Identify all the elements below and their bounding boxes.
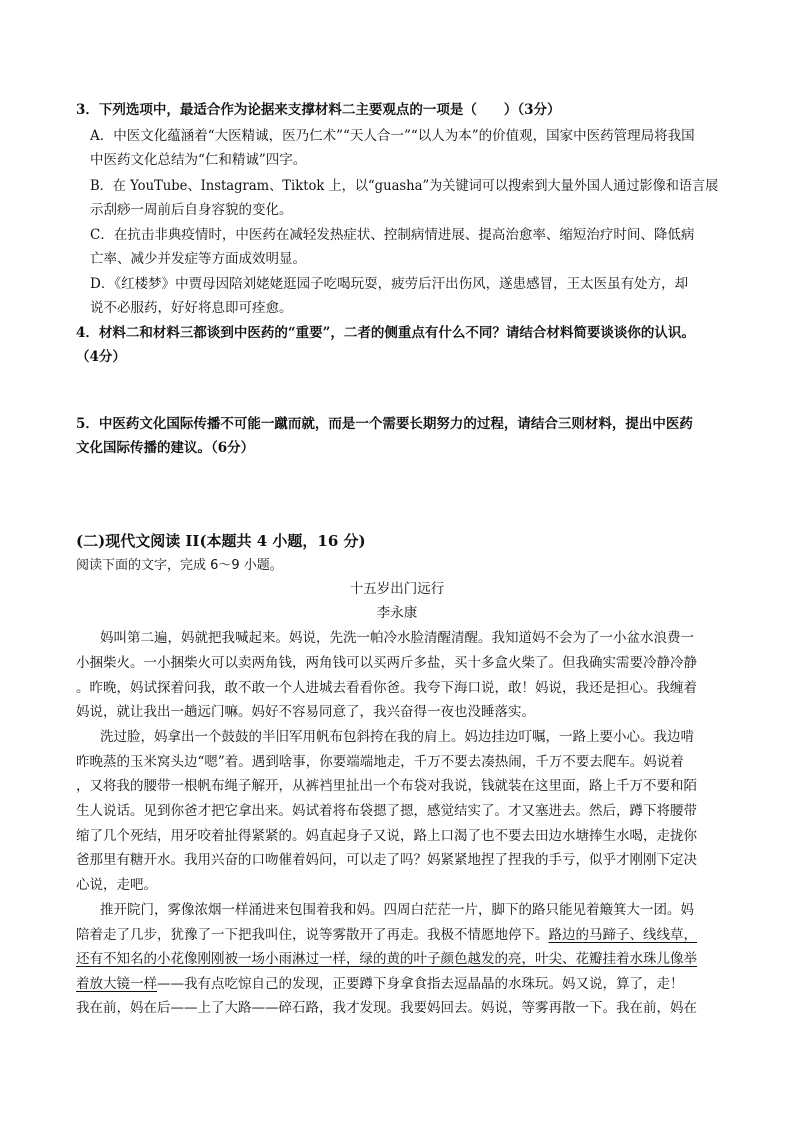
passage-line: 洗过脸，妈拿出一个鼓鼓的半旧军用帆布包斜挎在我的肩上。妈边挂边叮嘱，一路上要小心。我边啃 bbox=[100, 729, 694, 745]
q5-stem-line2: 文化国际传播的建议。（6分） bbox=[76, 440, 255, 456]
passage-line: 我在前，妈在后——上了大路——碎石路，我才发现。我要妈回去。妈说，等雾再散一下。我在前，妈在 bbox=[76, 1000, 697, 1016]
q3-option-c-line1: C．在抗击非典疫情时，中医药在减轻发热症状、控制病情进展、提高治愈率、缩短治疗时间、降低病 bbox=[90, 227, 695, 243]
passage-line: 。昨晚，妈试探着问我，敢不敢一个人进城去看看你爸。我夸下海口说，敢！妈说，我还是担心。我缠着 bbox=[76, 680, 697, 696]
underlined-text: 路边的马蹄子、线线草， bbox=[548, 927, 697, 943]
passage-line: 昨晚蒸的玉米窝头边“嗯”着。遇到啥事，你要端端地走，千万不要去凑热闹，千万不要去爬车。妈说着 bbox=[76, 754, 684, 770]
passage-line: 小捆柴火。一小捆柴火可以卖两角钱，两角钱可以买两斤多盐，买十多盒火柴了。但我确实需要冷静冷静 bbox=[76, 655, 697, 671]
q3-option-a-line1: A．中医文化蕴涵着“大医精诚，医乃仁术”“天人合一”“以人为本”的价值观，国家中医药管理局将我国 bbox=[90, 128, 695, 144]
passage-text: ——我有点吃惊自己的发现，正要蹲下身拿食指去逗晶晶的水珠玩。妈又说，算了，走！ bbox=[157, 976, 684, 992]
passage-line: 生人说话。见到你爸才把它拿出来。妈试着将布袋摁了摁，感觉结实了。才又塞进去。然后，蹲下将腰带 bbox=[76, 803, 697, 819]
passage-line: ，又将我的腰带一根帆布绳子解开，从裤裆里扯出一个布袋对我说，钱就装在这里面，路上千万不要和陌 bbox=[76, 778, 697, 794]
passage-line: 妈说，就让我出一趟远门嘛。妈好不容易同意了，我兴奋得一夜也没睡落实。 bbox=[76, 704, 535, 720]
passage-author: 李永康 bbox=[376, 605, 418, 621]
passage-line: 缩了几个死结，用牙咬着扯得紧紧的。妈直起身子又说，路上口渴了也不要去田边水塘捧生水喝，走拢你 bbox=[76, 828, 697, 844]
q4-stem: 4．材料二和材料三都谈到中医药的“重要”，二者的侧重点有什么不同？请结合材料简要谈谈你的认识。 bbox=[76, 325, 695, 341]
passage-line: 心说，走吧。 bbox=[76, 877, 157, 893]
q3-option-d-line2: 说不必服药，好好将息即可痊愈。 bbox=[90, 300, 293, 316]
q3-stem: 3．下列选项中，最适合作为论据来支撑材料二主要观点的一项是（ ）（3分） bbox=[76, 102, 561, 118]
underlined-text: 还有不知名的小花像刚刚被一场小雨淋过一样，绿的黄的叶子颜色越发的亮，叶尖、花瓣挂着水珠儿像举 bbox=[76, 951, 697, 967]
underlined-text: 着放大镜一样 bbox=[76, 976, 157, 992]
passage-line: 爸那里有糖开水。我用兴奋的口吻催着妈问，可以走了吗？妈紧紧地捏了捏我的手亏，似乎才刚刚下定决 bbox=[76, 852, 697, 868]
q3-option-d-line1: D．《红楼梦》中贾母因陪刘姥姥逛园子吃喝玩耍，疲劳后汗出伤风，遂患感冒，王太医虽有处方，却 bbox=[90, 276, 689, 292]
passage-line: 推开院门，雾像浓烟一样涌进来包围着我和妈。四周白茫茫一片，脚下的路只能见着簸箕大一团。妈 bbox=[100, 902, 694, 918]
q3-option-a-line2: 中医药文化总结为“仁和精诚”四字。 bbox=[90, 152, 307, 168]
section-instruction: 阅读下面的文字，完成 6～9 小题。 bbox=[76, 558, 283, 573]
q3-option-b-line1: B．在 YouTube、Instagram、Tiktok 上，以“guasha”为关键词可以搜索到大量外国人通过影像和语言展 bbox=[90, 178, 719, 194]
passage-text: 陪着走了几步，犹豫了一下把我叫住，说等雾散开了再走。我极不情愿地停下。 bbox=[76, 927, 549, 943]
q3-option-b-line2: 示刮痧一周前后自身容貌的变化。 bbox=[90, 202, 293, 218]
passage-title: 十五岁出门远行 bbox=[349, 581, 445, 597]
section-heading: (二)现代文阅读 II(本题共 4 小题，16 分) bbox=[76, 532, 366, 550]
q5-stem-line1: 5．中医药文化国际传播不可能一蹴而就，而是一个需要长期努力的过程，请结合三则材料，提出中医药 bbox=[76, 416, 693, 432]
passage-line: 妈叫第二遍，妈就把我喊起来。妈说，先洗一帕冷水脸清醒清醒。我知道妈不会为了一小盆水浪费一 bbox=[100, 630, 694, 646]
passage-line-with-underline bbox=[76, 929, 697, 943]
passage-line-with-underline bbox=[76, 978, 684, 992]
q3-option-c-line2: 亡率、减少并发症等方面成效明显。 bbox=[90, 251, 306, 267]
q4-score: （4分） bbox=[76, 349, 126, 365]
